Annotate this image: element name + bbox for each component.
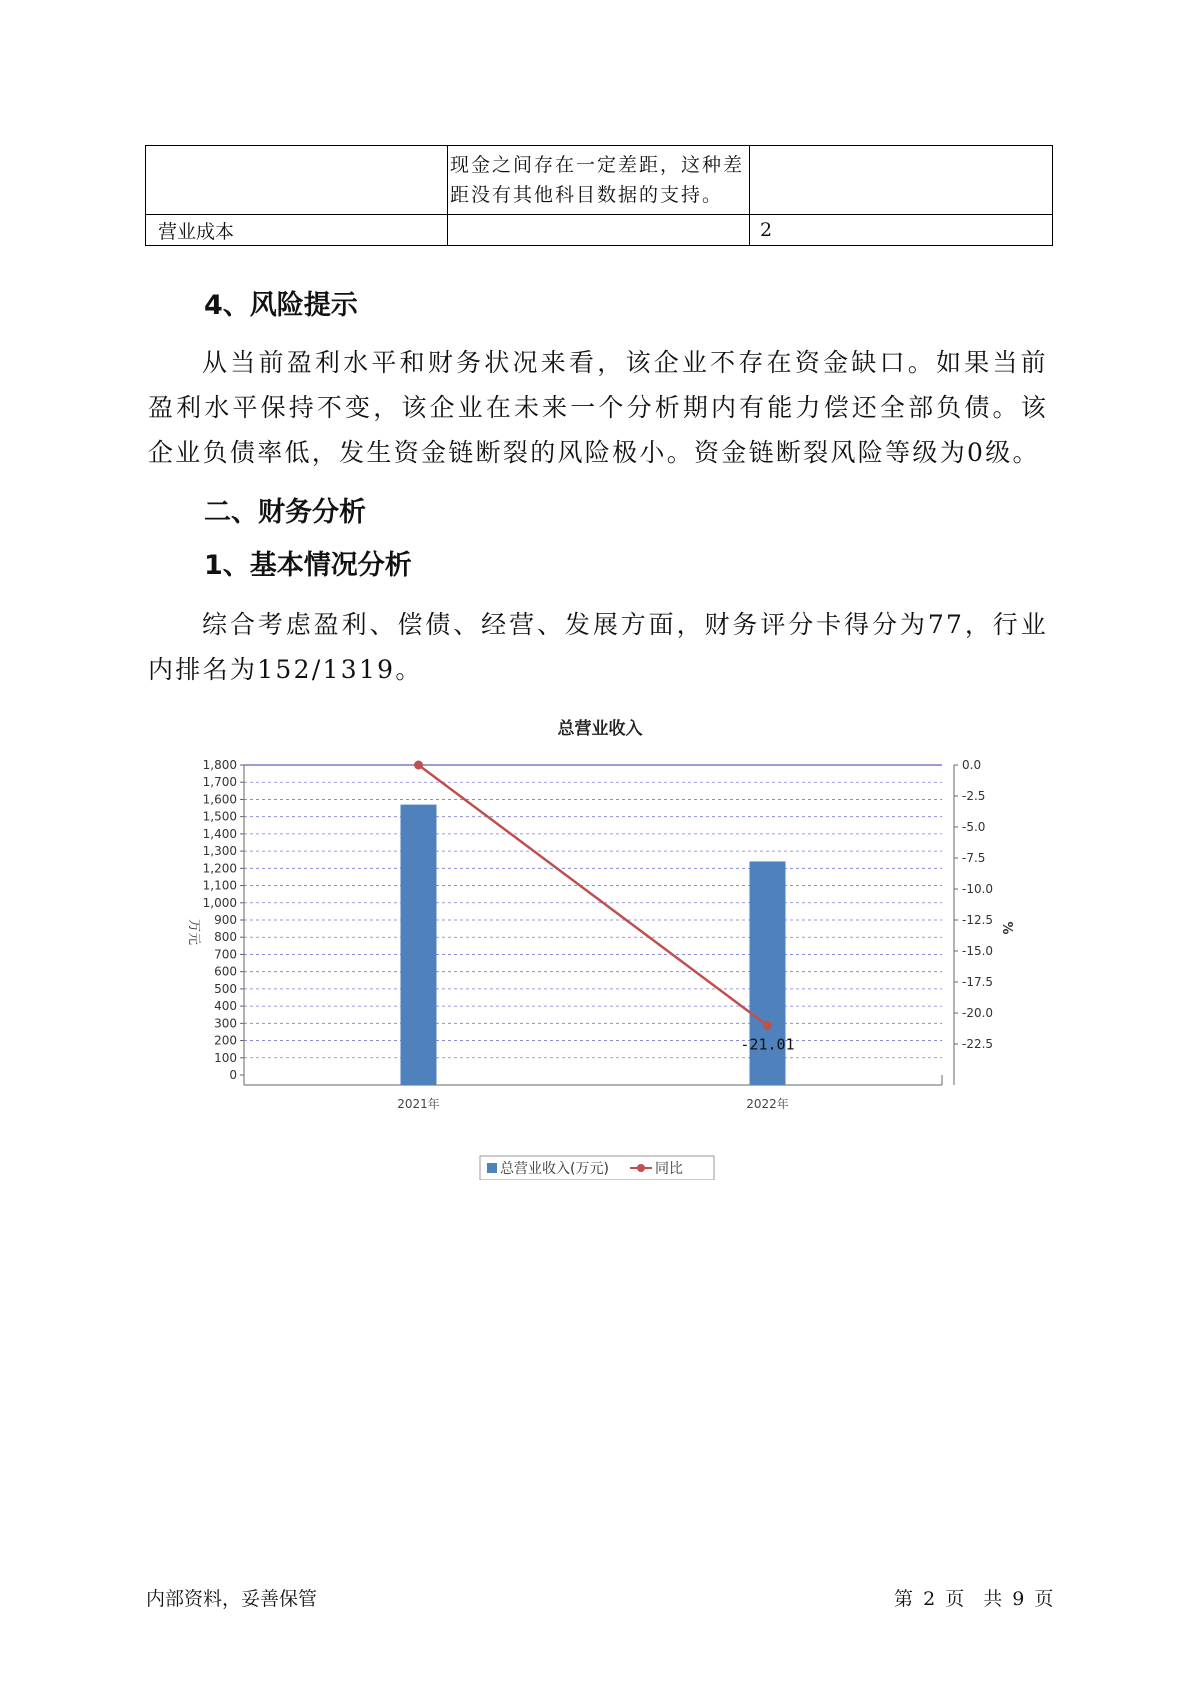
x-tick-label: 2021年 [397,1097,440,1111]
y-tick-label: 1,700 [202,775,237,790]
page-suffix: 页 [1034,1588,1054,1610]
y-tick-label: 0 [229,1068,237,1082]
legend-swatch-bar [487,1163,497,1173]
page-current: 2 [923,1588,936,1610]
y-tick-label: 1,100 [202,878,237,893]
y-tick-label: 200 [214,1033,237,1048]
basic-paragraph: 综合考虑盈利、偿债、经营、发展方面，财务评分卡得分为77，行业内排名为152/1319。 [148,610,1048,684]
y-tick-label: 300 [214,1016,237,1031]
y2-tick-label: -20.0 [962,1006,994,1020]
page-mid: 页 共 [945,1588,1003,1610]
y-tick-label: 1,000 [202,895,237,910]
y2-tick-label: -10.0 [962,882,994,896]
y2-tick-label: -2.5 [962,789,986,803]
chart-title: 总营业收入 [557,719,643,739]
x-tick-label: 2022年 [746,1097,789,1111]
y-tick-label: 1,600 [202,792,237,807]
data-label: -21.01 [740,1035,795,1054]
table-row [146,215,1053,246]
footer-confidential: 内部资料，妥善保管 [146,1588,318,1610]
page-total: 9 [1012,1588,1025,1610]
y-tick-label: 1,500 [202,809,237,824]
table-cell-note: 现金之间存在一定差距，这种差距没有其他科目数据的支持。 [448,146,750,215]
y-tick-label: 700 [214,947,237,962]
page-prefix: 第 [894,1588,914,1610]
section-heading-finance: 二、财务分析 [204,497,366,528]
y2-tick-label: 0.0 [962,758,982,772]
y2-tick-label: -22.5 [962,1037,994,1051]
y-tick-label: 400 [214,999,237,1014]
y-tick-label: 600 [214,964,237,979]
y-tick-label: 1,800 [202,758,237,772]
legend-label-yoy: 同比 [655,1161,683,1177]
y2-axis-label: % [999,921,1014,935]
legend-label-revenue: 总营业收入(万元) [500,1161,609,1177]
table-cell [750,146,1053,215]
data-table [145,145,1053,246]
risk-paragraph: 从当前盈利水平和财务状况来看，该企业不存在资金缺口。如果当前盈利水平保持不变，该企业在未来一个分析期内有能力偿还全部负债。该企业负债率低，发生资金链断裂的风险极小。资金链断裂风险等级为0级。 [148,348,1048,467]
y-tick-label: 1,400 [202,826,237,841]
y-tick-label: 1,300 [202,844,237,859]
y-tick-label: 900 [214,913,237,927]
y-tick-label: 500 [214,981,237,996]
table-cell [448,215,750,246]
table-cell-value: 2 [750,215,1053,246]
y2-tick-label: -15.0 [962,944,994,958]
y2-tick-label: -12.5 [962,913,994,927]
section-heading-basic: 1、基本情况分析 [204,550,412,581]
y-axis-ticks [203,758,244,1082]
table-row [146,146,1053,215]
table-cell [146,146,448,215]
y-tick-label: 100 [214,1050,237,1065]
x-axis-labels [397,1096,789,1111]
line-yoy-point [414,761,423,770]
y-tick-label: 800 [214,930,237,945]
y-axis-label: 万元 [186,918,201,946]
table-cell-item: 营业成本 [146,215,448,246]
bar-revenue [401,805,437,1085]
y-tick-label: 1,200 [202,861,237,876]
y2-tick-label: -5.0 [962,820,986,834]
revenue-chart [170,710,1050,1180]
footer-page-number [892,1584,1055,1611]
y2-tick-label: -7.5 [962,851,986,865]
legend-swatch-marker [637,1164,645,1172]
section-heading-risk: 4、风险提示 [204,290,358,321]
chart-gridlines [244,765,942,1075]
chart-legend [480,1156,714,1180]
line-yoy-point [763,1021,772,1030]
y2-axis-ticks [954,758,993,1051]
y2-tick-label: -17.5 [962,975,994,989]
